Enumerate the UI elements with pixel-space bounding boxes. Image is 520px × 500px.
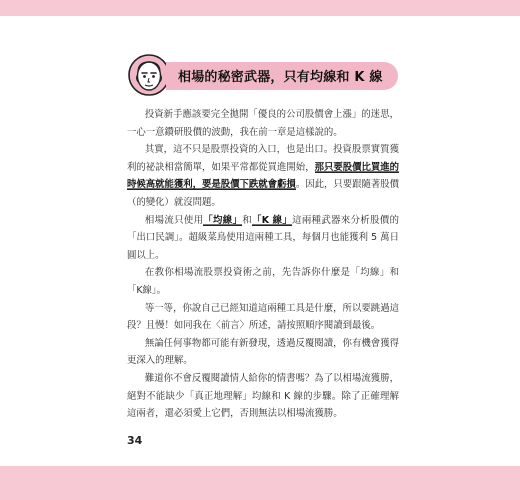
highlighted-text: 那只要股價比買進的時候高就能獲利，要是股價下跌就會虧損 [127, 161, 399, 191]
page-number: 34 [127, 434, 143, 447]
section-title: 相場的秘密武器，只有均線和 K 線 [178, 70, 383, 85]
bottom-pink-band [0, 466, 520, 500]
paragraph-text: 無論任何事物都可能有新發現，透過反覆閱讀，你有機會獲得更深入的理解。 [127, 337, 399, 367]
paragraph [127, 106, 399, 141]
paragraph-text: 和 [242, 214, 253, 226]
paragraph [127, 212, 399, 265]
paragraph-text: 等一等，你說自己已經知道這兩種工具是什麼，所以要跳過這段？且慢！如同我在〈前言〉所述，請按照順序閱讀到最後。 [127, 302, 399, 332]
paragraph-text: 這兩種武器來分析股價的「出口民調」。超級菜鳥使用這兩種工具，每個月也能獲利 5 萬日圓以上。 [127, 214, 399, 261]
paragraph [127, 370, 399, 423]
paragraph-text: 投資新手應該要完全拋開「優良的公司股價會上漲」的迷思，一心一意鑽研股價的波動，我在前一章是這樣說的。 [127, 109, 399, 138]
paragraph-text: 其實，這不只是股票投資的入口，也是出口。投資股票實質獲利的祕訣相當簡單，如果平常都從買進開始， [127, 144, 399, 173]
body-text [127, 106, 399, 423]
paragraph [127, 335, 399, 370]
paragraph-text: 相場流只使用 [144, 214, 204, 226]
highlighted-text: 「均線」 [203, 214, 243, 226]
paragraph [127, 264, 399, 299]
paragraph-text: 。因此，只要跟隨著股價（的變化）就沒問題。 [127, 179, 399, 208]
paragraph [127, 141, 399, 211]
top-pink-band [0, 0, 520, 16]
bald-man-avatar-icon [128, 54, 170, 96]
paragraph-text: 難道你不會反覆閱讀情人給你的情書嗎？為了以相場流獲勝，絕對不能缺少「真正地理解」均線和 K 線的步驟。除了正確理解這兩者，還必須愛上它們，否則無法以相場流獲勝。 [127, 372, 399, 420]
highlighted-text: 「K 線」 [252, 214, 293, 226]
paragraph-text: 在教你相場流股票投資術之前，先告訴你什麼是「均線」和「K線」。 [127, 267, 399, 296]
paragraph [127, 300, 399, 335]
